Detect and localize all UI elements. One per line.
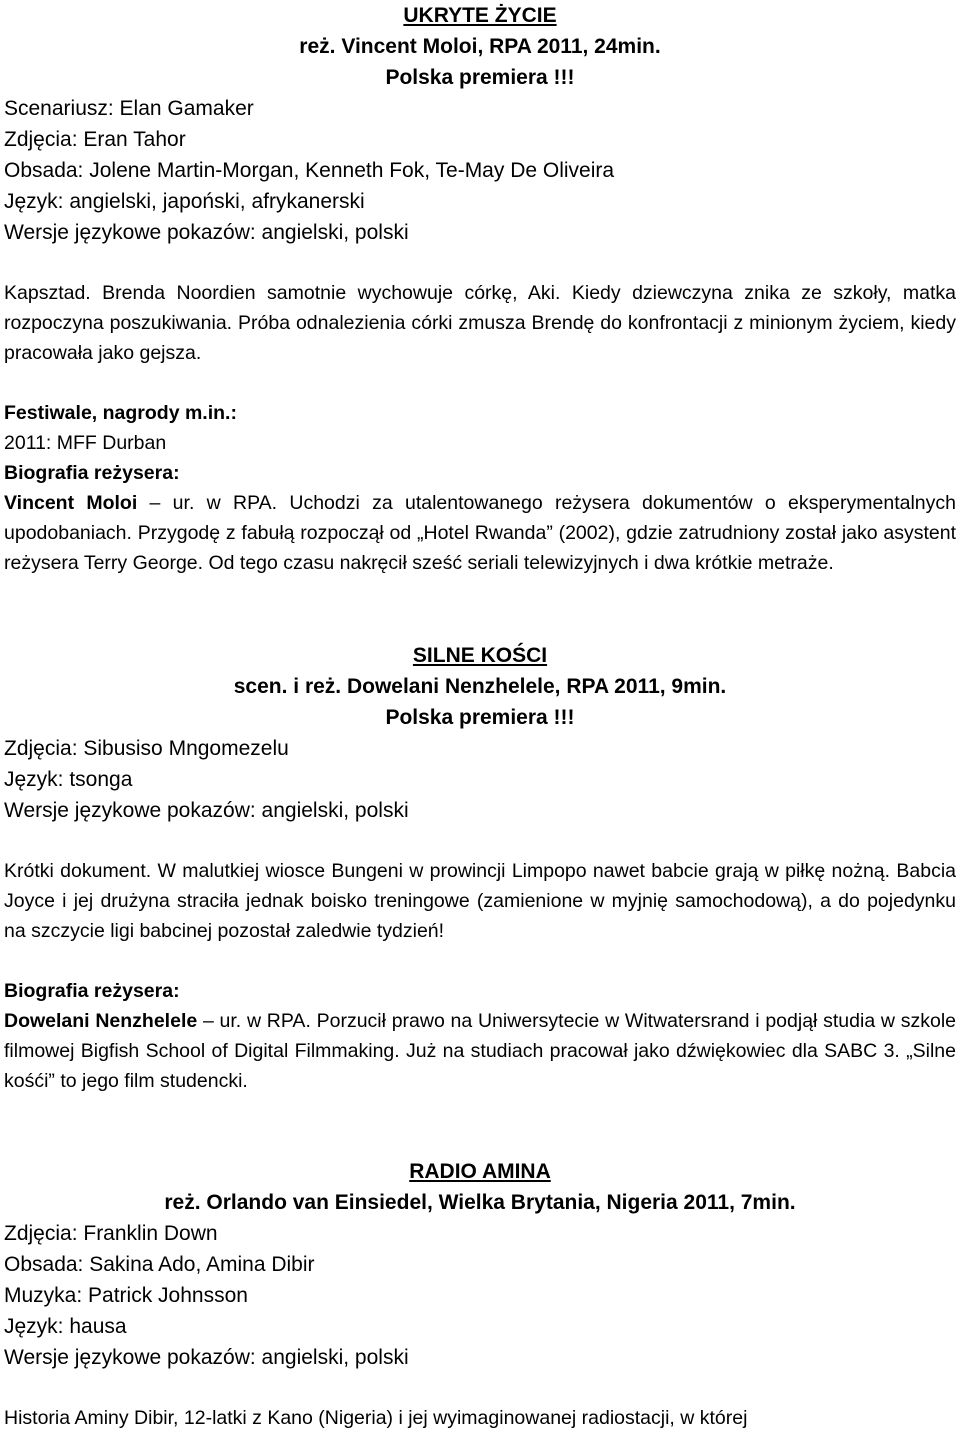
credit-line: Wersje językowe pokazów: angielski, polski	[4, 1346, 409, 1369]
bio-label: Biografia reżysera:	[4, 462, 180, 484]
bio-text: – ur. w RPA. Porzucił prawo na Uniwersytecie w Witwatersrand i podjął studia w szkole filmowej Bigfish School of Digital Filmmaking. Już na studiach pracował jako dźwiękowiec dla SABC 3. „Silne kośći” to jego film studencki.	[4, 1010, 956, 1092]
credit-line: Muzyka: Patrick Johnsson	[4, 1284, 248, 1307]
film-director-line: scen. i reż. Dowelani Nenzhelele, RPA 2011, 9min.	[233, 675, 727, 698]
credit-line: Język: angielski, japoński, afrykanerski	[4, 190, 365, 213]
credit-line: Wersje językowe pokazów: angielski, polski	[4, 221, 409, 244]
film-title: UKRYTE ŻYCIE	[403, 4, 557, 27]
film-entry-ukryte-zycie	[4, 0, 956, 578]
film-director-line: reż. Orlando van Einsiedel, Wielka Brytania, Nigeria 2011, 7min.	[164, 1191, 796, 1214]
credit-line: Język: tsonga	[4, 768, 133, 791]
film-director-line: reż. Vincent Moloi, RPA 2011, 24min.	[299, 35, 661, 58]
festivals-label: Festiwale, nagrody m.in.:	[4, 402, 237, 424]
credit-line: Zdjęcia: Eran Tahor	[4, 128, 186, 151]
credit-line: Wersje językowe pokazów: angielski, polski	[4, 799, 409, 822]
director-bio	[4, 488, 956, 578]
festivals-list: 2011: MFF Durban	[4, 432, 167, 454]
director-bio	[4, 1006, 956, 1096]
film-synopsis: Historia Aminy Dibir, 12-latki z Kano (Nigeria) i jej wyimaginowanej radiostacji, w której	[4, 1407, 748, 1429]
bio-director-name: Vincent Moloi	[4, 492, 138, 514]
bio-director-name: Dowelani Nenzhelele	[4, 1010, 198, 1032]
credit-line: Obsada: Sakina Ado, Amina Dibir	[4, 1253, 315, 1276]
film-title: RADIO AMINA	[409, 1160, 551, 1183]
credit-line: Scenariusz: Elan Gamaker	[4, 97, 254, 120]
premiere-note: Polska premiera !!!	[385, 706, 575, 729]
film-synopsis: Kapsztad. Brenda Noordien samotnie wychowuje córkę, Aki. Kiedy dziewczyna znika ze szkoły, matka rozpoczyna poszukiwania. Próba odnalezienia córki zmusza Brendę do konfrontacji z minionym życiem, kiedy pracowała jako gejsza.	[4, 282, 956, 364]
film-title: SILNE KOŚCI	[412, 644, 548, 667]
bio-label: Biografia reżysera:	[4, 980, 180, 1002]
film-entry-silne-kosci	[4, 640, 956, 1096]
credit-line: Zdjęcia: Sibusiso Mngomezelu	[4, 737, 289, 760]
bio-text: – ur. w RPA. Uchodzi za utalentowanego reżysera dokumentów o eksperymentalnych upodobaniach. Przygodę z fabułą rozpoczął od „Hotel Rwanda” (2002), gdzie zatrudniony został jako asystent reżysera Terry George. Od tego czasu nakręcił sześć seriali telewizyjnych i dwa krótkie metraże.	[4, 492, 956, 574]
film-entry-radio-amina	[4, 1156, 956, 1433]
credit-line: Zdjęcia: Franklin Down	[4, 1222, 218, 1245]
film-synopsis: Krótki dokument. W malutkiej wiosce Bungeni w prowincji Limpopo nawet babcie grają w piłkę nożną. Babcia Joyce i jej drużyna straciła jednak boisko treningowe (zamienione w myjnię samochodową), a do pojedynku na szczycie ligi babcinej pozostał zaledwie tydzień!	[4, 860, 956, 942]
credit-line: Obsada: Jolene Martin-Morgan, Kenneth Fok, Te-May De Oliveira	[4, 159, 615, 182]
premiere-note: Polska premiera !!!	[385, 66, 575, 89]
credit-line: Język: hausa	[4, 1315, 127, 1338]
